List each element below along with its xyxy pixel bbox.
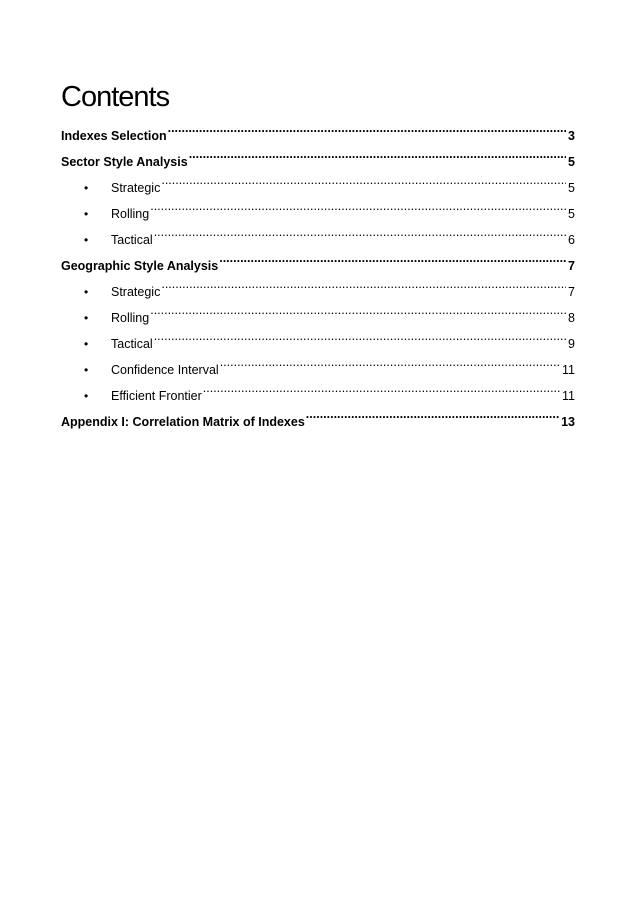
toc-entry-text: Confidence Interval: [111, 363, 219, 377]
toc-entry-text: Rolling: [111, 311, 150, 325]
toc-entry-text: Appendix I: Correlation Matrix of Indexes: [61, 415, 305, 429]
toc-page-number: 5: [568, 155, 575, 169]
toc-entry-text: Rolling: [111, 207, 150, 221]
toc-entry-text: Strategic: [111, 181, 161, 195]
toc-page-number: 13: [561, 415, 575, 429]
table-of-contents: [61, 114, 575, 429]
dot-leader: [220, 348, 560, 374]
toc-entry-text: Tactical: [111, 337, 153, 351]
dot-leader: [219, 244, 566, 270]
dot-leader: [154, 322, 566, 348]
dot-leader: [306, 400, 559, 426]
toc-entry-text: Strategic: [111, 285, 161, 299]
toc-page-number: 7: [568, 285, 575, 299]
toc-page-number: 8: [568, 311, 575, 325]
bullet-icon: •: [84, 389, 89, 403]
toc-title: Contents: [61, 81, 170, 113]
toc-entry-indexes-selection[interactable]: [61, 114, 575, 143]
dot-leader: [168, 114, 566, 140]
dot-leader: [189, 140, 566, 166]
toc-page-number: 9: [568, 337, 575, 351]
bullet-icon: •: [84, 181, 89, 195]
dot-leader: [150, 296, 566, 322]
bullet-icon: •: [84, 363, 89, 377]
toc-page-number: 6: [568, 233, 575, 247]
toc-page-number: 7: [568, 259, 575, 273]
toc-entry-text: Efficient Frontier: [111, 389, 202, 403]
toc-page-number: 11: [562, 389, 575, 403]
bullet-icon: •: [84, 285, 89, 299]
bullet-icon: •: [84, 311, 89, 325]
toc-page-number: 11: [562, 363, 575, 377]
bullet-icon: •: [84, 233, 89, 247]
bullet-icon: •: [84, 207, 89, 221]
toc-page-number: 5: [568, 207, 575, 221]
bullet-icon: •: [84, 337, 89, 351]
toc-page-number: 3: [568, 129, 575, 143]
dot-leader: [150, 192, 566, 218]
toc-entry-text: Tactical: [111, 233, 153, 247]
toc-entry-text: Sector Style Analysis: [61, 155, 188, 169]
dot-leader: [161, 166, 566, 192]
toc-page-number: 5: [568, 181, 575, 195]
dot-leader: [154, 218, 566, 244]
toc-entry-text: Geographic Style Analysis: [61, 259, 219, 273]
dot-leader: [203, 374, 560, 400]
dot-leader: [161, 270, 566, 296]
toc-entry-text: Indexes Selection: [61, 129, 167, 143]
